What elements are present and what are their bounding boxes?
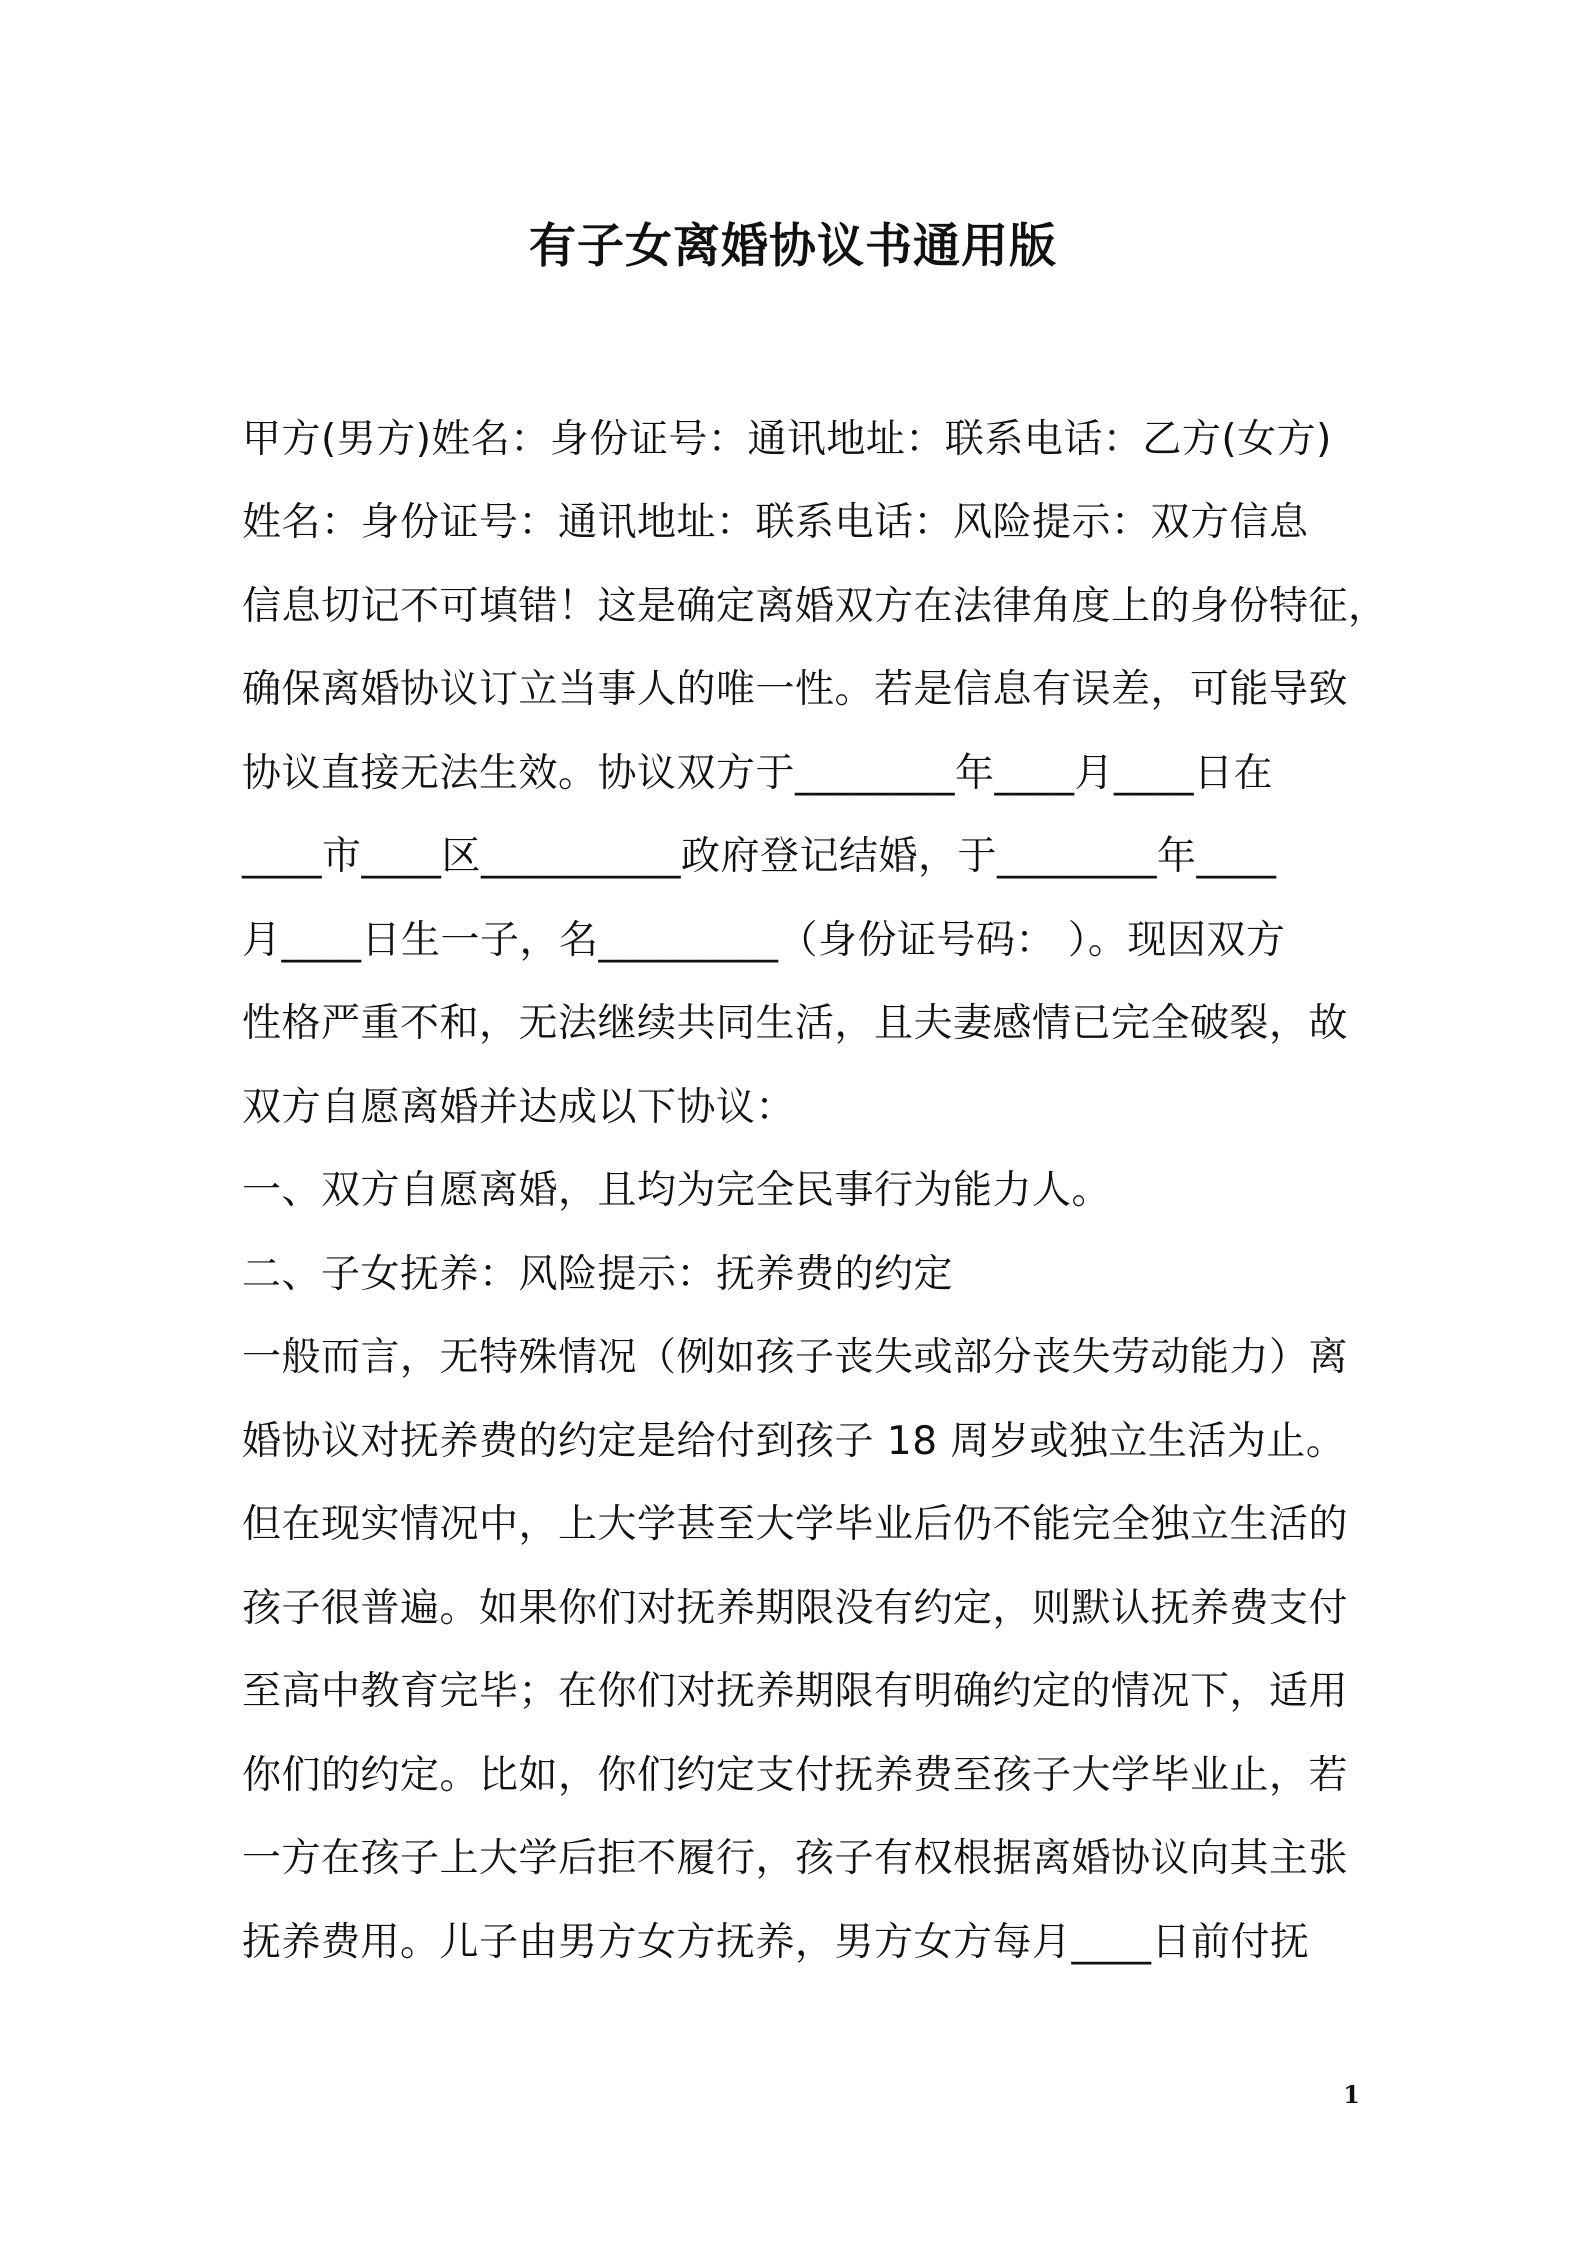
body-line: 你们的约定。比如，你们约定支付抚养费至孩子大学毕业止，若 xyxy=(242,1753,1349,1798)
body-line: 协议直接无法生效。协议双方于________年____月____日在 xyxy=(242,751,1274,796)
body-line: 月____日生一子，名_________（身份证号码： ）。现因双方 xyxy=(242,918,1286,963)
body-line: 甲方(男方)姓名：身份证号：通讯地址：联系电话：乙方(女方) xyxy=(242,417,1332,462)
body-line: 婚协议对抚养费的约定是给付到孩子 18 周岁或独立生活为止。 xyxy=(242,1419,1346,1464)
body-line: 一般而言，无特殊情况（例如孩子丧失或部分丧失劳动能力）离 xyxy=(242,1335,1349,1380)
body-line: 一方在孩子上大学后拒不履行，孩子有权根据离婚协议向其主张 xyxy=(242,1836,1349,1881)
body-line: 二、子女抚养：风险提示：抚养费的约定 xyxy=(242,1252,954,1297)
body-line: 确保离婚协议订立当事人的唯一性。若是信息有误差，可能导致 xyxy=(242,667,1349,712)
body-line: 双方自愿离婚并达成以下协议： xyxy=(242,1085,796,1130)
body-line: 姓名：身份证号：通讯地址：联系电话：风险提示：双方信息 xyxy=(242,500,1309,545)
body-line: 一、双方自愿离婚，且均为完全民事行为能力人。 xyxy=(242,1168,1112,1213)
body-line: 信息切记不可填错！这是确定离婚双方在法律角度上的身份特征， xyxy=(242,584,1388,629)
page-number: 1 xyxy=(1343,2080,1360,2109)
body-line: 但在现实情况中，上大学甚至大学毕业后仍不能完全独立生活的 xyxy=(242,1502,1349,1547)
document-title: 有子女离婚协议书通用版 xyxy=(529,219,1057,274)
body-line: 性格严重不和，无法继续共同生活，且夫妻感情已完全破裂，故 xyxy=(242,1001,1349,1046)
body-line: 孩子很普遍。如果你们对抚养期限没有约定，则默认抚养费支付 xyxy=(242,1586,1349,1631)
body-line: ____市____区__________政府登记结婚，于________年____ xyxy=(242,834,1277,879)
body-line: 至高中教育完毕；在你们对抚养期限有明确约定的情况下，适用 xyxy=(242,1669,1349,1714)
body-line: 抚养费用。儿子由男方女方抚养，男方女方每月____日前付抚 xyxy=(242,1920,1310,1965)
